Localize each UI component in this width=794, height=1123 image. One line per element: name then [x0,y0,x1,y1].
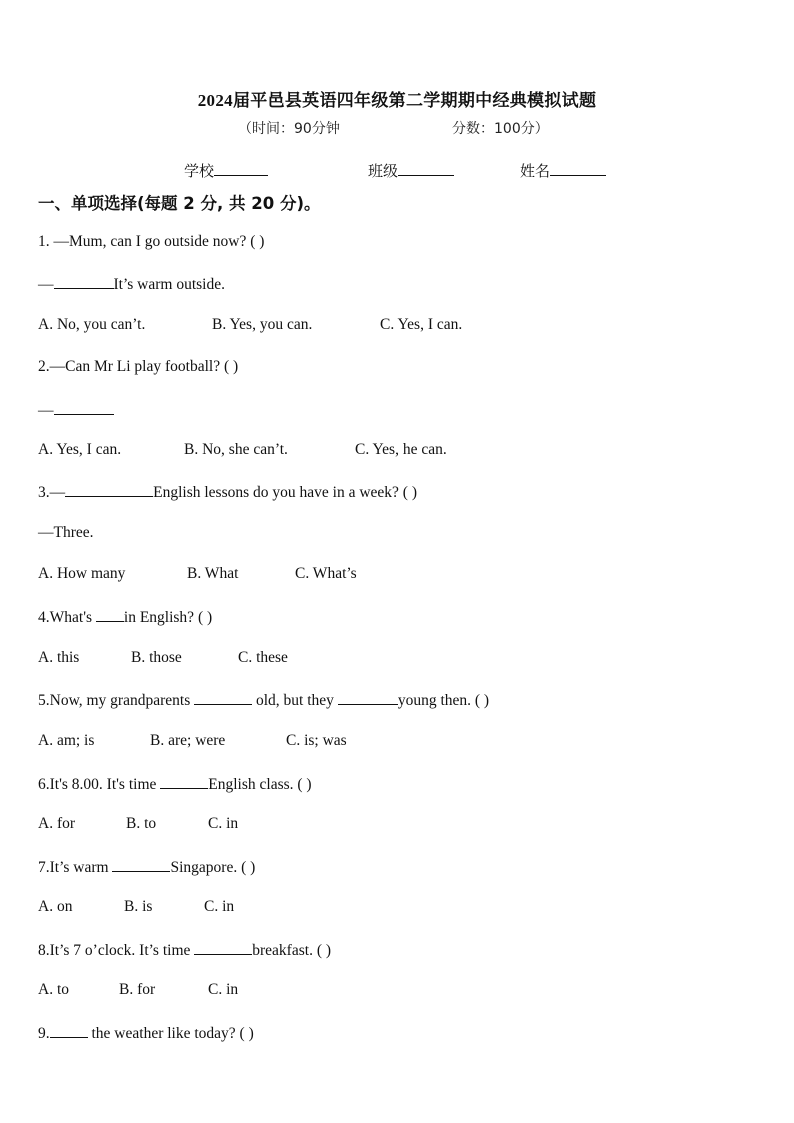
option-a[interactable]: A. No, you can’t. [38,316,146,333]
answer-blank[interactable] [112,857,170,872]
question-2-reply: — [38,400,114,420]
answer-blank[interactable] [50,1023,88,1038]
question-2: 2.—Can Mr Li play football? ( ) [38,358,239,375]
answer-blank[interactable] [65,482,153,497]
answer-blank[interactable] [96,607,124,622]
option-c[interactable]: C. is; was [286,732,347,749]
question-8: 8.It’s 7 o’clock. It’s time breakfast. ( ) [38,942,332,959]
question-4: 4.What's in English? ( ) [38,609,213,626]
answer-blank[interactable] [338,690,398,705]
exam-score: 分数：100分） [452,121,549,137]
school-blank[interactable] [214,161,268,176]
question-6: 6.It's 8.00. It's time English class. ( ) [38,776,312,793]
name-blank[interactable] [550,161,606,176]
question-3-reply: —Three. [38,524,94,541]
exam-title: 2024届平邑县英语四年级第二学期期中经典模拟试题 [197,91,597,110]
name-field: 姓名 [520,160,606,181]
question-9: 9. the weather like today? ( ) [38,1025,254,1042]
class-field: 班级 [368,160,454,181]
option-b[interactable]: B. What [187,565,239,582]
option-b[interactable]: B. are; were [150,732,226,749]
option-c[interactable]: C. these [238,649,288,666]
school-field: 学校 [184,160,268,181]
option-c[interactable]: C. Yes, I can. [380,316,463,333]
option-c[interactable]: C. in [208,815,239,832]
option-a[interactable]: A. Yes, I can. [38,441,122,458]
option-b[interactable]: B. to [126,815,157,832]
class-blank[interactable] [398,161,454,176]
option-b[interactable]: B. is [124,898,153,915]
question-1: 1. —Mum, can I go outside now? ( ) [38,233,265,250]
option-b[interactable]: B. Yes, you can. [212,316,313,333]
option-b[interactable]: B. No, she can’t. [184,441,288,458]
option-b[interactable]: B. those [131,649,182,666]
question-3: 3.— English lessons do you have in a week? ( ) [38,484,417,501]
question-1-reply: — It’s warm outside. [38,276,225,293]
answer-blank[interactable] [194,940,252,955]
option-a[interactable]: A. on [38,898,73,915]
section-heading: 一、单项选择(每题 2 分, 共 20 分)。 [38,194,321,213]
option-a[interactable]: A. to [38,981,69,998]
answer-blank[interactable] [54,400,114,415]
answer-blank[interactable] [160,774,208,789]
option-c[interactable]: C. What’s [295,565,357,582]
option-a[interactable]: A. for [38,815,76,832]
exam-time: （时间：90分钟 [238,121,340,137]
option-c[interactable]: C. in [208,981,239,998]
answer-blank[interactable] [54,274,114,289]
option-a[interactable]: A. How many [38,565,126,582]
option-a[interactable]: A. am; is [38,732,95,749]
option-b[interactable]: B. for [119,981,156,998]
question-5: 5.Now, my grandparents old, but they young then. ( ) [38,692,490,709]
question-7: 7.It’s warm Singapore. ( ) [38,859,256,876]
answer-blank[interactable] [194,690,252,705]
option-a[interactable]: A. this [38,649,80,666]
option-c[interactable]: C. Yes, he can. [355,441,447,458]
option-c[interactable]: C. in [204,898,235,915]
